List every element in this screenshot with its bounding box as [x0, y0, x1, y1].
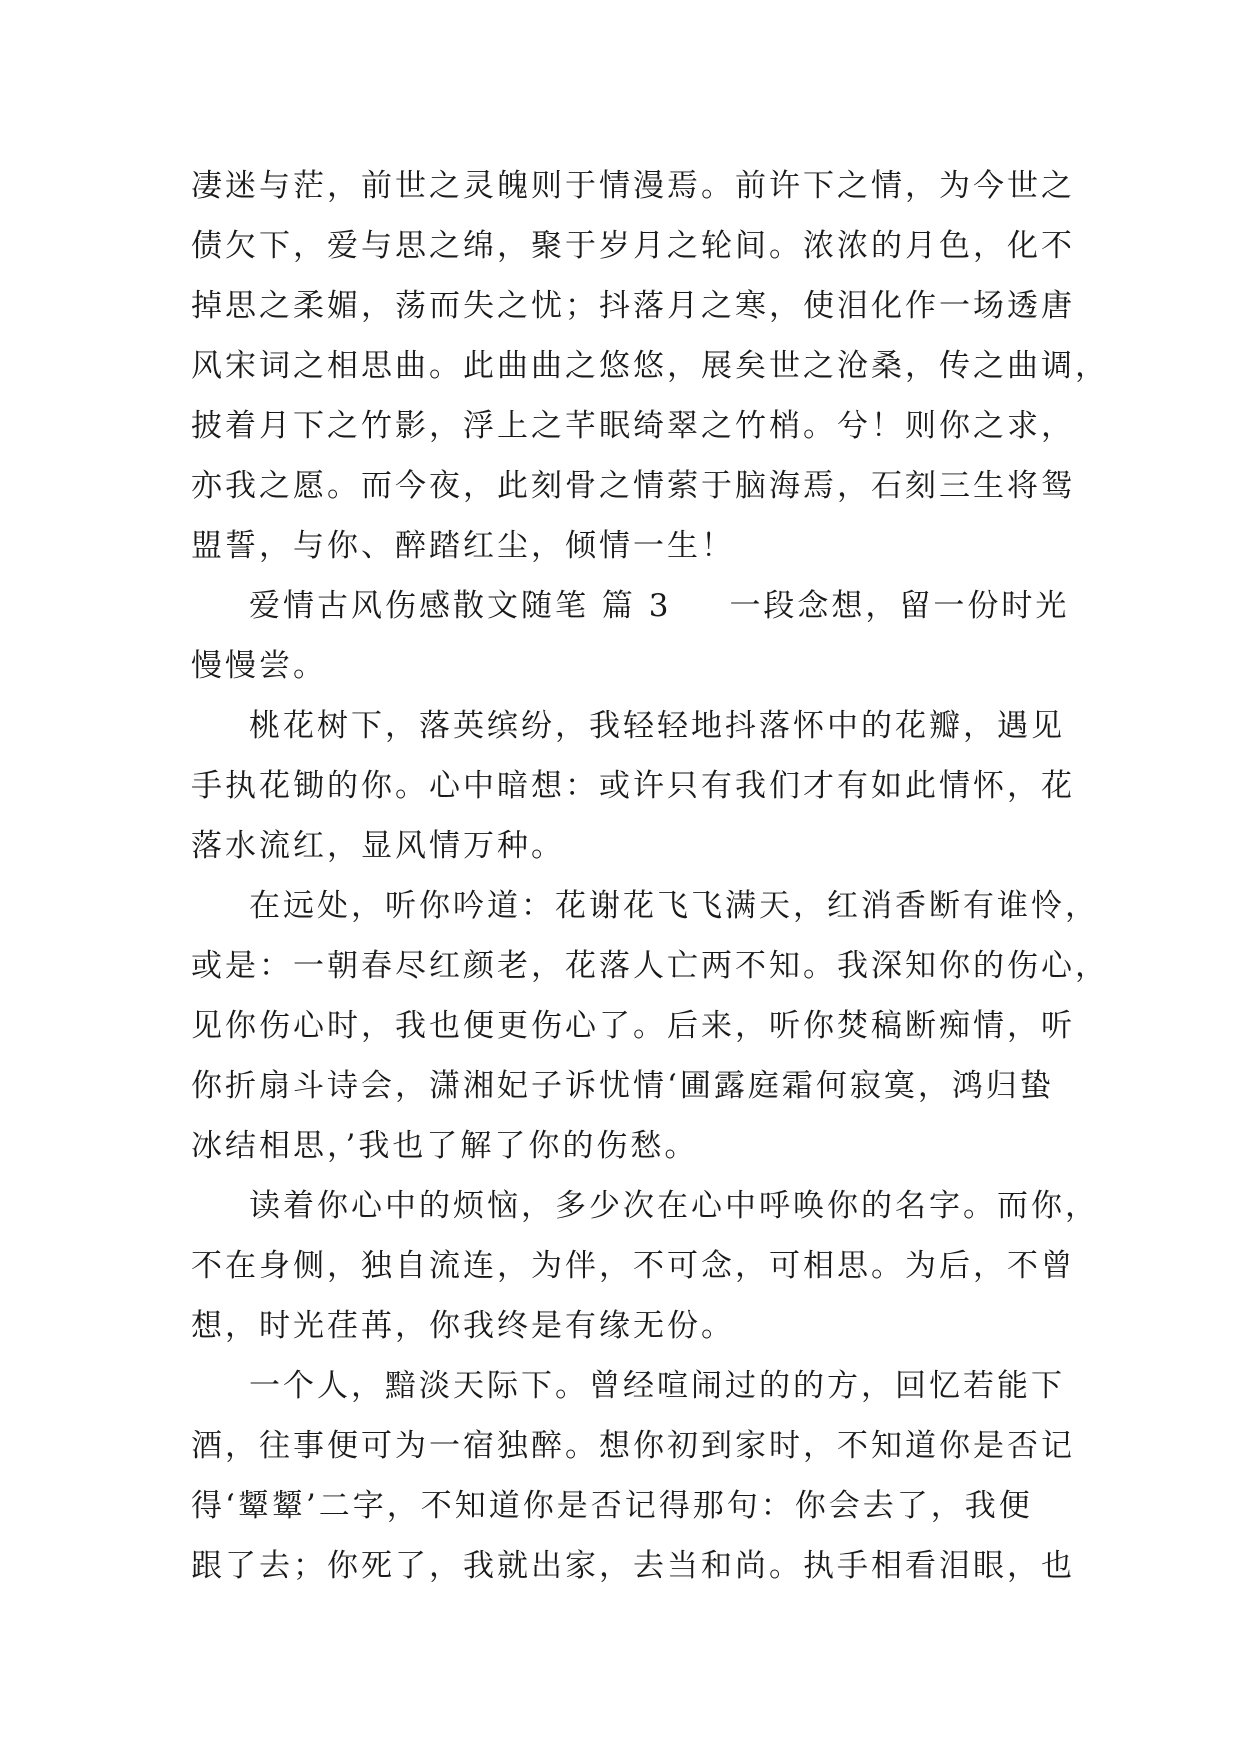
paragraph-first-line — [191, 1176, 1099, 1236]
text-line: 见你伤心时，我也便更伤心了。后来，听你焚稿断痴情，听 — [191, 1008, 1075, 1044]
text-line: 得‘颦颦’二字，不知道你是否记得那句：你会去了，我便 — [191, 1488, 1033, 1524]
text-line: 亦我之愿。而今夜，此刻骨之情萦于脑海焉，石刻三生将鸳 — [191, 468, 1075, 504]
text-line: 风宋词之相思曲。此曲曲之悠悠，展矣世之沧桑，传之曲调， — [191, 348, 1109, 384]
text-line: 不在身侧，独自流连，为伴，不可念，可相思。为后，不曾 — [191, 1248, 1075, 1284]
paragraph-first-line — [191, 876, 1099, 936]
text-line: 或是：一朝春尽红颜老，花落人亡两不知。我深知你的伤心， — [191, 948, 1109, 984]
text-line: 债欠下，爱与思之绵，聚于岁月之轮间。浓浓的月色，化不 — [191, 228, 1075, 264]
text-run: 桃花树下，落英缤纷，我轻轻地抖落怀中的花瓣，遇见 — [249, 708, 1065, 744]
text-run: 读着你心中的烦恼，多少次在心中呼唤你的名字。而你， — [249, 1188, 1099, 1224]
text-line: 想，时光荏苒，你我终是有缘无份。 — [191, 1308, 735, 1344]
document-body — [191, 156, 1109, 1596]
text-line: 跟了去；你死了，我就出家，去当和尚。执手相看泪眼，也 — [191, 1548, 1075, 1584]
text-line: 披着月下之竹影，浮上之芊眠绮翠之竹梢。兮！则你之求， — [191, 408, 1075, 444]
section-heading-line — [191, 576, 1070, 636]
paragraph-first-line — [191, 1356, 1065, 1416]
section-heading: 爱情古风伤感散文随笔 篇 3 — [249, 588, 672, 624]
text-run: 在远处，听你吟道：花谢花飞飞满天，红消香断有谁怜， — [249, 888, 1099, 924]
text-line: 落水流红，显风情万种。 — [191, 828, 565, 864]
text-line: 掉思之柔媚，荡而失之忧；抖落月之寒，使泪化作一场透唐 — [191, 288, 1075, 324]
text-line: 盟誓，与你、醉踏红尘，倾情一生！ — [191, 528, 735, 564]
text-run: 一个人，黯淡天际下。曾经喧闹过的的方，回忆若能下 — [249, 1368, 1065, 1404]
text-line: 冰结相思，’我也了解了你的伤愁。 — [191, 1128, 699, 1164]
text-line: 凄迷与茫，前世之灵魄则于情漫焉。前许下之情，为今世之 — [191, 168, 1075, 204]
text-line: 酒，往事便可为一宿独醉。想你初到家时，不知道你是否记 — [191, 1428, 1075, 1464]
section-heading-tail: 一段念想，留一份时光 — [729, 588, 1070, 624]
text-line: 你折扇斗诗会，潇湘妃子诉忧情‘圃露庭霜何寂寞，鸿归蛰 — [191, 1068, 1054, 1104]
text-line: 慢慢尝。 — [191, 648, 327, 684]
paragraph-first-line — [191, 696, 1065, 756]
text-line: 手执花锄的你。心中暗想：或许只有我们才有如此情怀，花 — [191, 768, 1075, 804]
